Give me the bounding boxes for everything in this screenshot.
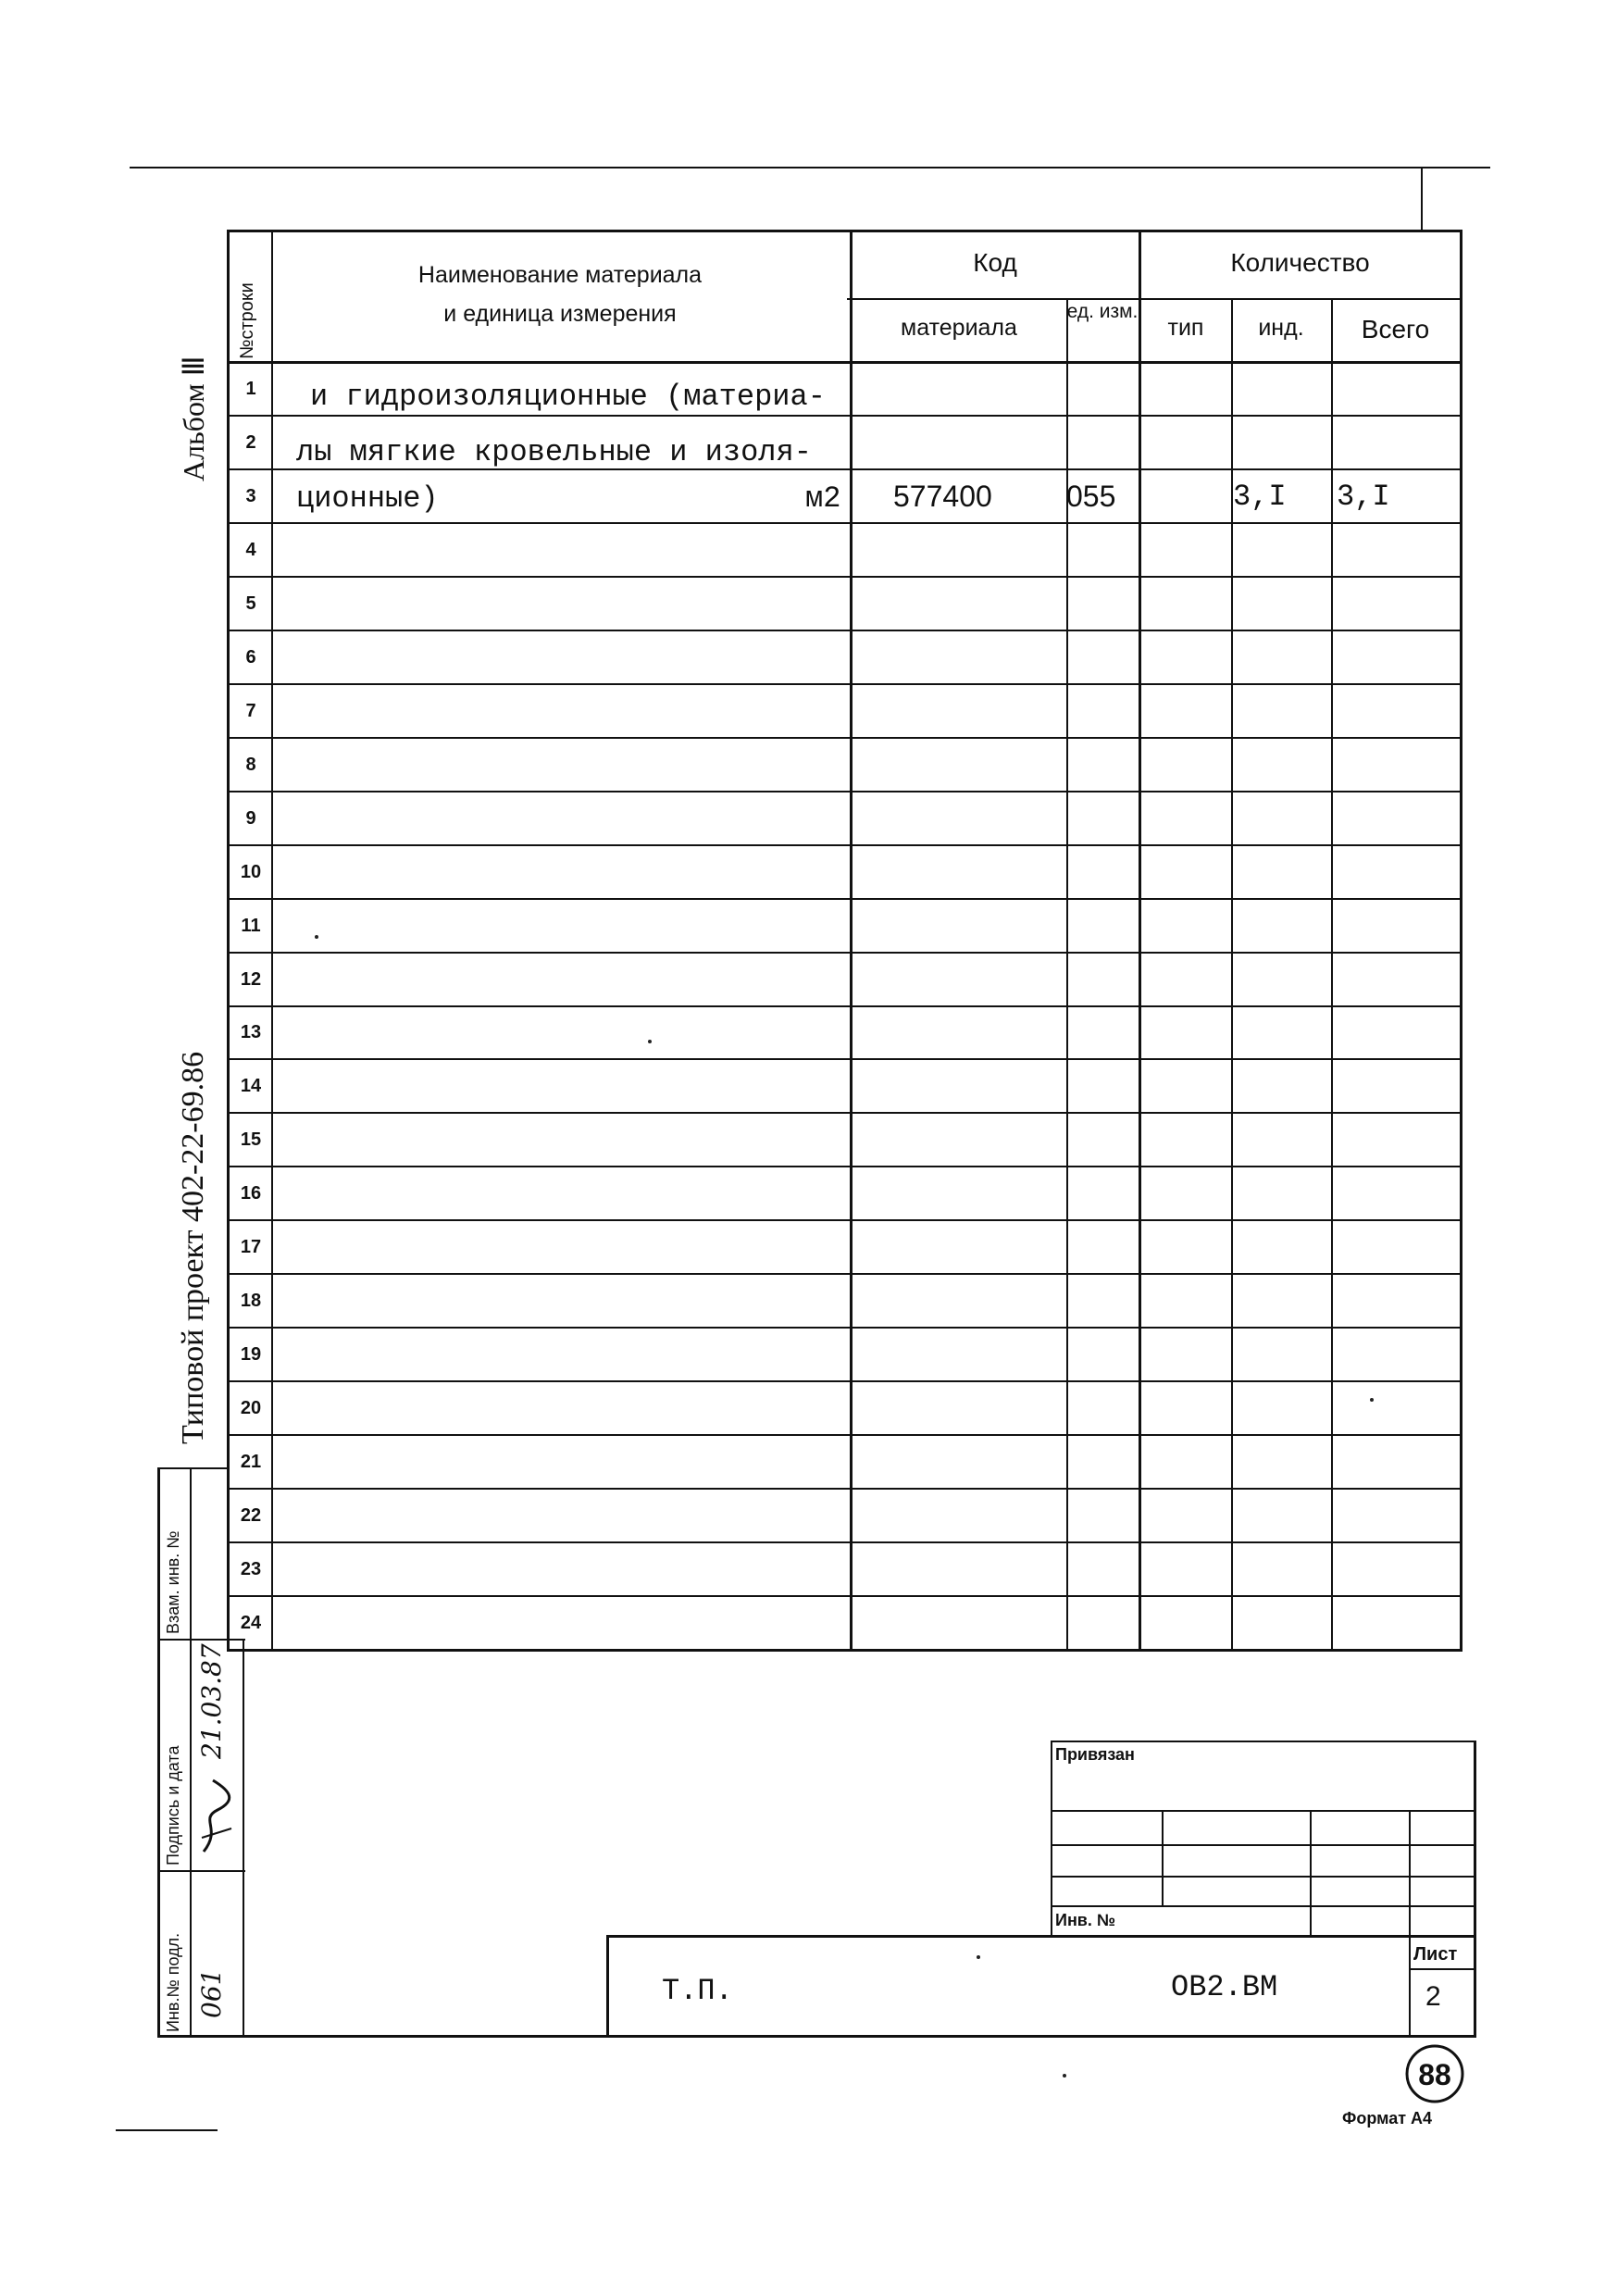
- row-number: 3: [245, 485, 256, 506]
- col-line-name: [850, 230, 853, 1651]
- row-number: 20: [240, 1398, 262, 1419]
- row-divider: [227, 1005, 1462, 1007]
- tb-top: [1051, 1741, 1476, 1742]
- scan-speck: [1063, 2074, 1066, 2078]
- row-divider: [227, 1380, 1462, 1382]
- row-3-total: 3,I: [1337, 480, 1390, 514]
- quantity-ind-header: инд.: [1258, 315, 1304, 341]
- row-number: 16: [240, 1183, 262, 1204]
- row-3-unit-label: м2: [805, 481, 841, 516]
- row-number: 7: [245, 700, 256, 721]
- row-number: 5: [245, 593, 256, 614]
- doc-code: ОВ2.ВМ: [1171, 1970, 1278, 2004]
- quantity-total-header: Всего: [1361, 315, 1430, 343]
- stamp-sep-2: [157, 1870, 245, 1872]
- bottom-rule: [116, 2129, 218, 2131]
- row-number: 14: [240, 1076, 262, 1097]
- row-3-name: ционные): [296, 481, 439, 516]
- row-number: 1: [245, 378, 256, 399]
- tb-col-2: [1310, 1810, 1312, 1935]
- row-number: 15: [240, 1129, 262, 1151]
- stamp-top: [157, 1467, 230, 1469]
- podpis-label: Подпись и дата: [164, 1745, 182, 1866]
- row-divider: [227, 1595, 1462, 1597]
- stamp-mid: [190, 1467, 192, 2037]
- sheet-label: Лист: [1413, 1944, 1458, 1965]
- name-header-line1: Наименование материала: [417, 262, 703, 288]
- row-divider: [227, 898, 1462, 900]
- name-header-line2: и единица измерения: [443, 301, 677, 327]
- row-divider: [227, 1327, 1462, 1329]
- tb-main-left: [606, 1935, 609, 2037]
- row-divider: [227, 1434, 1462, 1436]
- row-number: 22: [240, 1505, 262, 1527]
- top-rule: [130, 167, 1490, 168]
- row-number: 4: [245, 539, 256, 560]
- top-right-tick: [1421, 167, 1423, 230]
- quantity-header: Количество: [1230, 248, 1370, 277]
- table-top-border: [227, 230, 1462, 232]
- row-divider: [227, 1273, 1462, 1275]
- row-number: 23: [240, 1559, 262, 1580]
- row-number: 10: [240, 861, 262, 882]
- row-number: 2: [245, 431, 256, 453]
- row-divider: [227, 522, 1462, 524]
- row-divider: [227, 415, 1462, 417]
- scan-speck: [1370, 1398, 1374, 1402]
- quantity-type-header: тип: [1167, 315, 1204, 341]
- row-number: 21: [240, 1452, 262, 1473]
- row-divider: [227, 1649, 1462, 1652]
- row-divider: [227, 1058, 1462, 1060]
- row-number: 12: [240, 968, 262, 990]
- row-number-header: №строки: [237, 282, 257, 359]
- stamp-bottom: [157, 2035, 1476, 2038]
- row-number: 8: [245, 754, 256, 775]
- row-divider: [227, 791, 1462, 792]
- privyazan-label: Привязан: [1055, 1745, 1135, 1764]
- code-header: Код: [973, 248, 1017, 277]
- tb-row-4: [1051, 1905, 1476, 1907]
- stamp-sep-1: [157, 1639, 245, 1641]
- stamp-right: [243, 1639, 244, 2037]
- tb-row-3: [1051, 1876, 1476, 1878]
- row-divider: [227, 1112, 1462, 1114]
- row-number: 11: [241, 915, 261, 936]
- inv-podl-label: Инв.№ подл.: [164, 1932, 182, 2032]
- row-divider: [227, 952, 1462, 954]
- row-2-name: лы мягкие кровельные и изоля-: [296, 435, 812, 469]
- row-number: 17: [240, 1237, 262, 1258]
- stamp-left: [157, 1467, 160, 2037]
- scan-speck: [977, 1955, 980, 1959]
- row-divider: [227, 1219, 1462, 1221]
- sheet-number: 2: [1425, 1981, 1441, 2012]
- tb-main-top: [606, 1935, 1476, 1938]
- row-number: 6: [245, 646, 256, 668]
- tb-col-1: [1162, 1810, 1164, 1905]
- col-line-right: [1460, 230, 1462, 1651]
- header-bottom-line: [227, 361, 1462, 364]
- row-number: 13: [240, 1022, 262, 1043]
- signature-image: [194, 1773, 241, 1856]
- tb-sheet-sep: [1409, 1968, 1476, 1970]
- row-divider: [227, 844, 1462, 846]
- album-label: Альбом Ⅲ: [177, 356, 210, 481]
- row-number: 24: [240, 1613, 262, 1634]
- inv-podl-value: 061: [196, 1968, 227, 2018]
- code-material-header: материала: [901, 315, 1017, 341]
- col-line-unit: [1139, 230, 1141, 1651]
- scan-speck: [648, 1040, 652, 1043]
- row-divider: [227, 1166, 1462, 1167]
- row-number: 19: [240, 1344, 262, 1366]
- row-3-unit-code: 055: [1066, 480, 1116, 513]
- scan-speck: [315, 935, 318, 939]
- row-number: 9: [245, 807, 256, 829]
- tb-row-2: [1051, 1844, 1476, 1846]
- row-divider: [227, 737, 1462, 739]
- row-divider: [227, 630, 1462, 631]
- row-3-material-code: 577400: [893, 480, 992, 513]
- code-unit-header: ед. изм.: [1066, 301, 1139, 322]
- row-divider: [227, 576, 1462, 578]
- row-number: 18: [240, 1291, 262, 1312]
- tb-row-1: [1051, 1810, 1476, 1812]
- project-label: Типовой проект 402-22-69.86: [176, 1051, 210, 1444]
- svg-text:88: 88: [1418, 2058, 1451, 2091]
- tp-label: Т.П.: [662, 1974, 733, 2008]
- row-divider: [227, 1541, 1462, 1543]
- row-divider: [227, 1488, 1462, 1490]
- vzam-label: Взам. инв. №: [164, 1530, 182, 1634]
- signature-date: 21.03.87: [196, 1643, 227, 1759]
- inv-no-label: Инв. №: [1055, 1911, 1115, 1929]
- row-3-ind: 3,I: [1233, 480, 1287, 514]
- row-divider: [227, 683, 1462, 685]
- col-line-ind: [1331, 298, 1333, 1651]
- row-1-name: и гидроизоляционные (материа-: [310, 380, 826, 414]
- tb-col-3: [1409, 1810, 1411, 2037]
- tb-right: [1474, 1741, 1476, 2037]
- header-mid-line: [847, 298, 1462, 300]
- format-label: Формат А4: [1342, 2109, 1433, 2128]
- format-logo-icon: [1402, 2041, 1467, 2106]
